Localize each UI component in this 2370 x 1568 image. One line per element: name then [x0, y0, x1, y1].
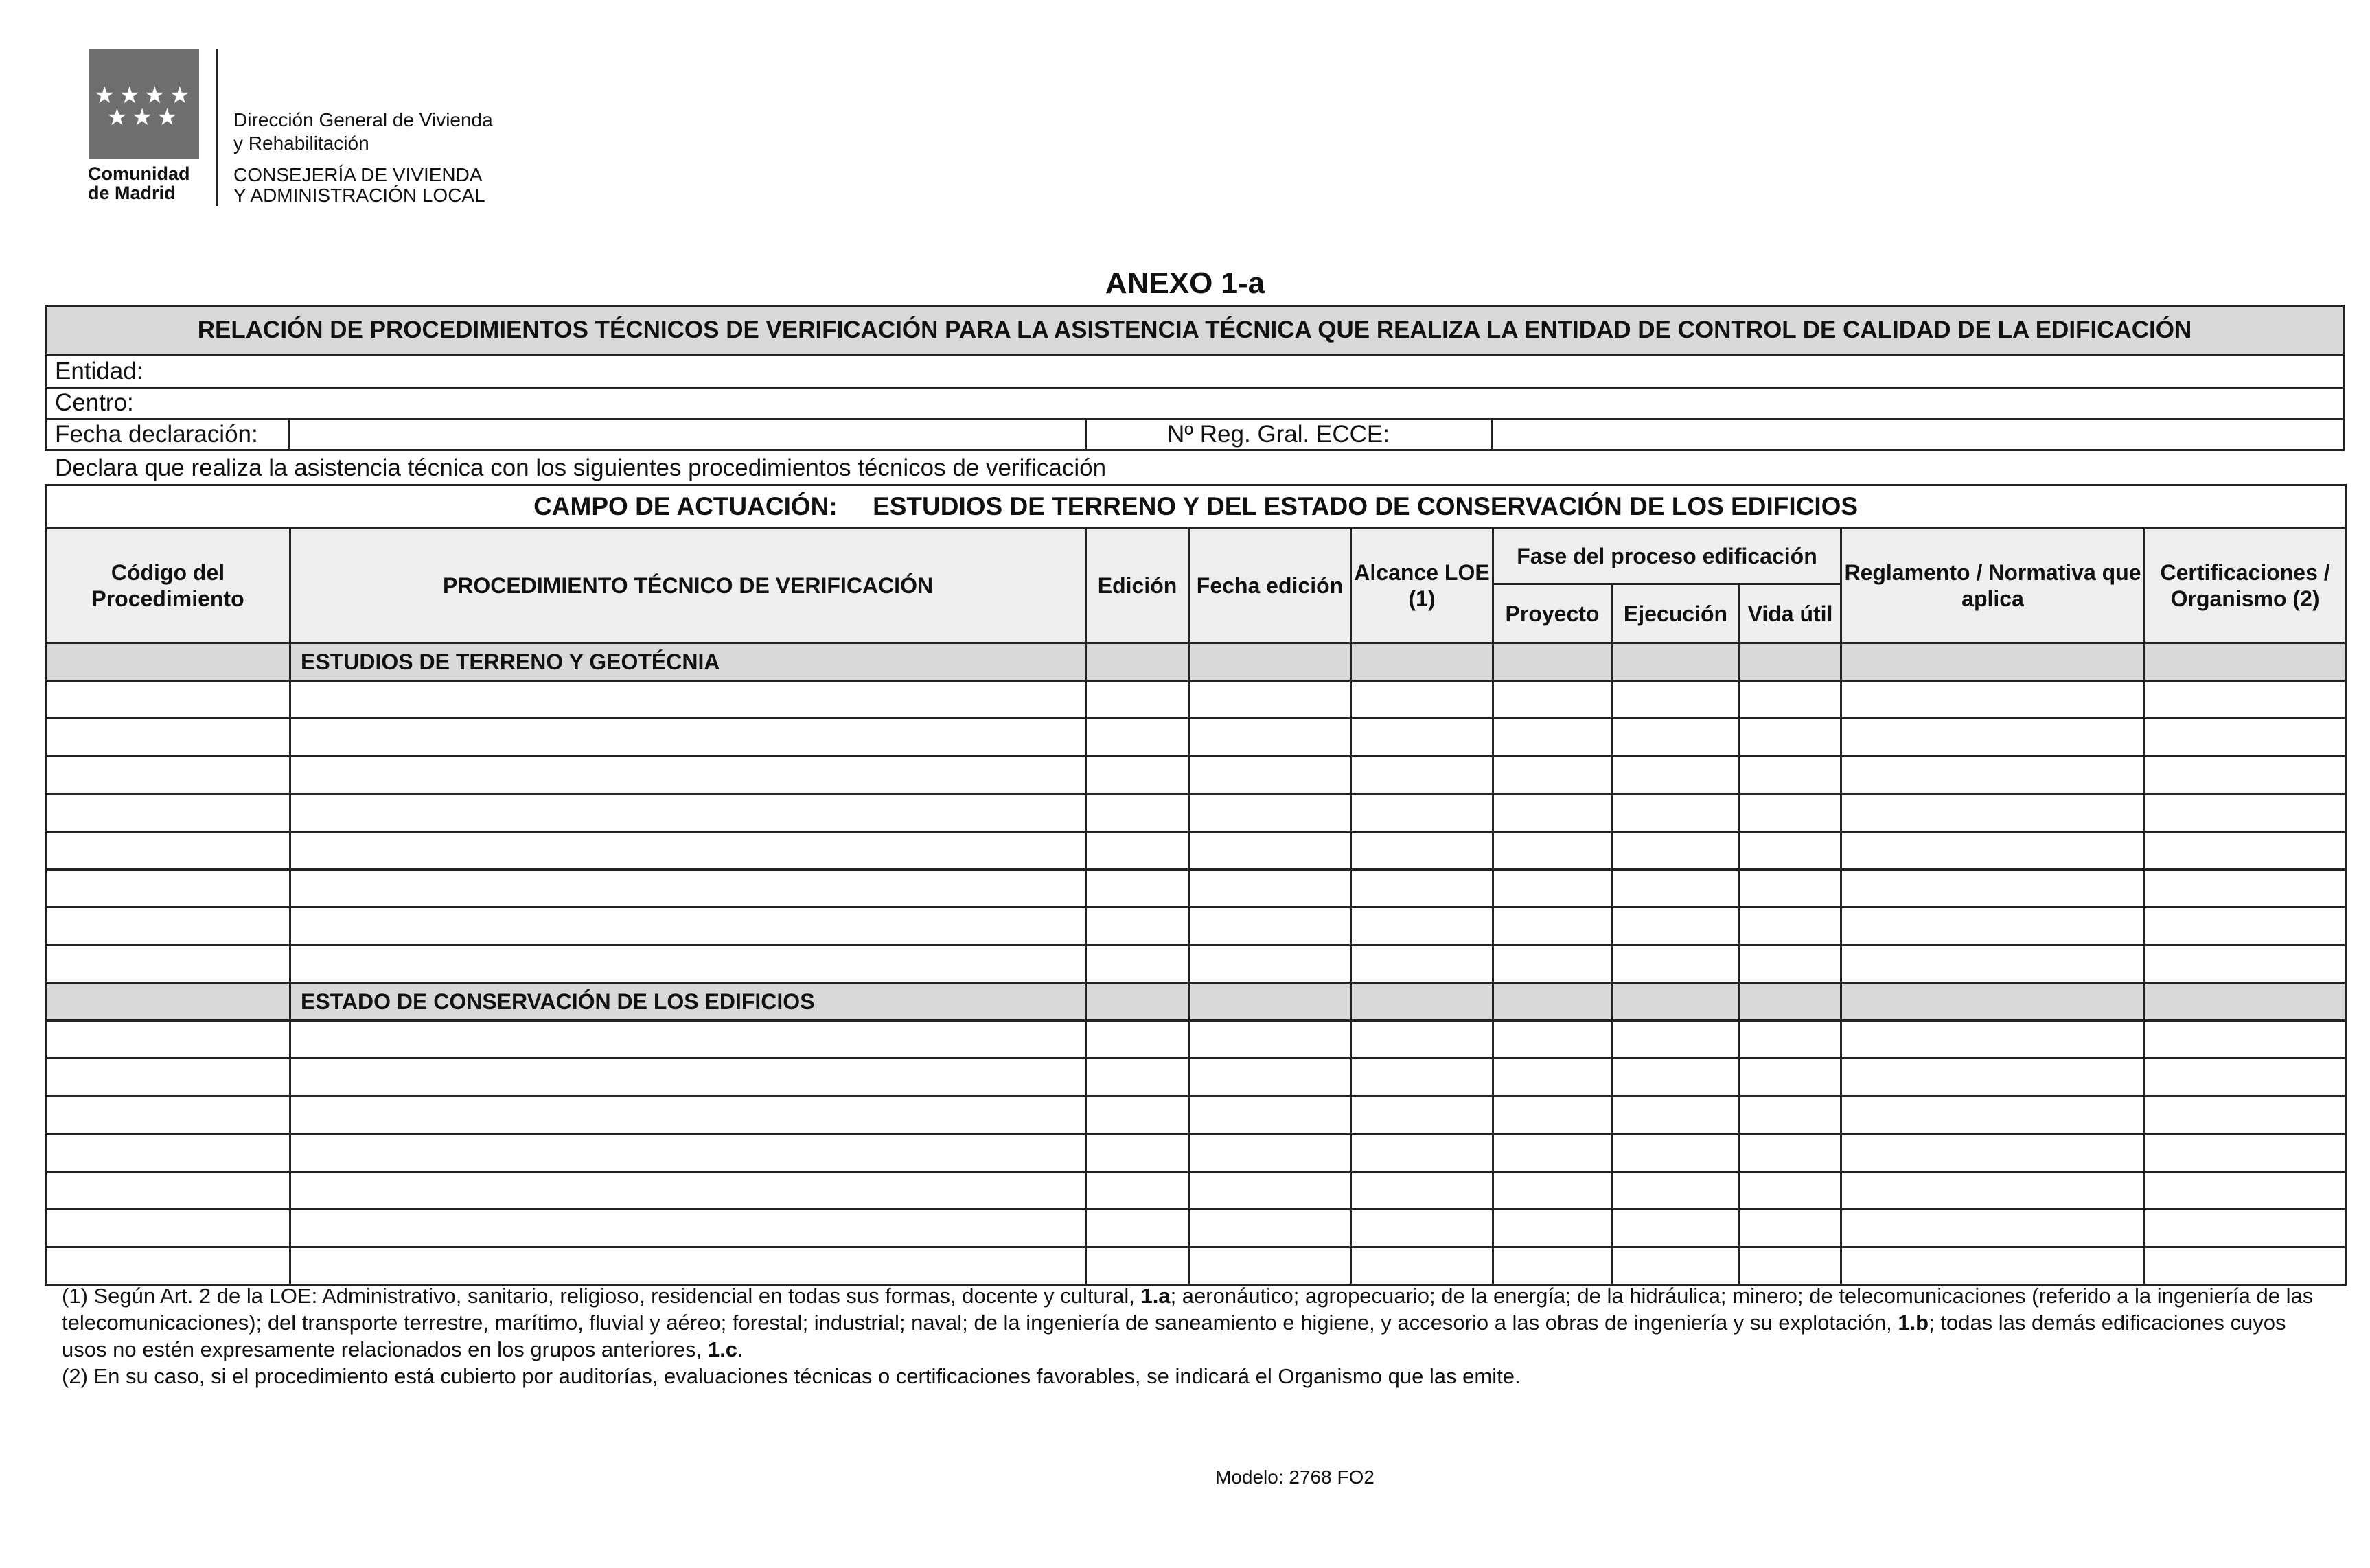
- table-row[interactable]: [46, 1172, 2346, 1210]
- table-row[interactable]: [46, 945, 2346, 983]
- centro-label: Centro:: [55, 389, 134, 416]
- procedures-table: [45, 484, 2347, 1286]
- logo-stars-bottom: ★★★: [106, 104, 182, 130]
- divider: [1085, 418, 1087, 451]
- fecha-declaracion-field[interactable]: [290, 420, 1085, 449]
- logo-emblem: [89, 49, 199, 159]
- table-row[interactable]: [46, 908, 2346, 945]
- table-row[interactable]: [46, 1096, 2346, 1134]
- footnote-1: (1) Según Art. 2 de la LOE: Administrativo, sanitario, religioso, residencial en todas sus formas, docente y cultural, 1.a; aeronáutico; agropecuario; de la energía; de la hidráulica; minero; de telecomunicaciones (referido a la ingeniería de las telecomunicaciones); del transporte terrestre, marítimo, fluvial y aéreo; forestal; industrial; naval; de la ingeniería de saneamiento e higiene, y accesorio a las obras de ingeniería y su explotación, 1.b; todas las demás edificaciones cuyos usos no estén expresamente relacionados en los grupos anteriores, 1.c.: [62, 1284, 2314, 1361]
- table-row[interactable]: [46, 719, 2346, 757]
- table-row[interactable]: [46, 1059, 2346, 1096]
- header-fecha-edicion: Fecha edición: [1189, 528, 1351, 643]
- header-proyecto: Proyecto: [1493, 584, 1612, 643]
- org-line-1: Dirección General de Vivienda: [233, 109, 493, 130]
- header-procedimiento: PROCEDIMIENTO TÉCNICO DE VERIFICACIÓN: [290, 528, 1086, 643]
- entidad-label: Entidad:: [55, 358, 143, 384]
- header-vida-util: Vida útil: [1740, 584, 1841, 643]
- org-line-2: y Rehabilitación: [233, 132, 369, 154]
- header-ejecucion: Ejecución: [1612, 584, 1740, 643]
- table-row[interactable]: [46, 870, 2346, 908]
- header-fase-proceso: Fase del proceso edificación: [1493, 528, 1841, 584]
- reg-gral-ecce-label: Nº Reg. Gral. ECCE:: [1167, 421, 1390, 448]
- footnote-2: (2) En su caso, si el procedimiento está cubierto por auditorías, evaluaciones técnicas o certificaciones favorables, se indicará el Organismo que las emite.: [62, 1364, 1521, 1388]
- campo-actuacion-value: ESTUDIOS DE TERRENO Y DEL ESTADO DE CONSERVACIÓN DE LOS EDIFICIOS: [873, 492, 1859, 520]
- org-line-3: CONSEJERÍA DE VIVIENDA: [233, 164, 483, 185]
- centro-field[interactable]: [179, 389, 2341, 417]
- header-codigo: Código del Procedimiento: [46, 528, 290, 643]
- logo-divider: [216, 49, 218, 206]
- org-line-4: Y ADMINISTRACIÓN LOCAL: [233, 185, 485, 206]
- table-row[interactable]: [46, 1247, 2346, 1285]
- table-row[interactable]: [46, 1134, 2346, 1172]
- entidad-field[interactable]: [206, 356, 2341, 386]
- table-row[interactable]: [46, 1210, 2346, 1247]
- page-title: ANEXO 1-a: [1105, 266, 1265, 300]
- model-number: Modelo: 2768 FO2: [1215, 1466, 1374, 1488]
- section-row-terreno: [46, 643, 2346, 681]
- section-label-terreno: ESTUDIOS DE TERRENO Y GEOTÉCNIA: [290, 643, 1086, 681]
- fecha-declaracion-label: Fecha declaración:: [55, 421, 258, 448]
- section-label-conservacion: ESTADO DE CONSERVACIÓN DE LOS EDIFICIOS: [290, 983, 1086, 1021]
- campo-actuacion-row: [46, 485, 2346, 528]
- document-subtitle: RELACIÓN DE PROCEDIMIENTOS TÉCNICOS DE VERIFICACIÓN PARA LA ASISTENCIA TÉCNICA QUE REALIZA LA ENTIDAD DE CONTROL DE CALIDAD DE LA EDIFICACIÓN: [47, 307, 2343, 354]
- logo-stars-top: ★★★★: [94, 82, 194, 108]
- section-row-conservacion: [46, 983, 2346, 1021]
- campo-actuacion-label: CAMPO DE ACTUACIÓN:: [533, 492, 838, 520]
- header-alcance-loe: Alcance LOE (1): [1351, 528, 1493, 643]
- logo-word-madrid: de Madrid: [88, 183, 176, 203]
- header-edicion: Edición: [1086, 528, 1189, 643]
- logo-word-comunidad: Comunidad: [88, 163, 190, 184]
- declaration-text: Declara que realiza la asistencia técnica con los siguientes procedimientos técnicos de verificación: [55, 454, 1107, 481]
- table-row[interactable]: [46, 1021, 2346, 1059]
- table-row[interactable]: [46, 832, 2346, 870]
- footnotes: [62, 1282, 2321, 1390]
- table-row[interactable]: [46, 757, 2346, 794]
- table-row[interactable]: [46, 794, 2346, 832]
- table-row[interactable]: [46, 681, 2346, 719]
- reg-gral-ecce-field[interactable]: [1493, 420, 2343, 449]
- header-certificaciones: Certificaciones / Organismo (2): [2145, 528, 2346, 643]
- header-reglamento: Reglamento / Normativa que aplica: [1841, 528, 2145, 643]
